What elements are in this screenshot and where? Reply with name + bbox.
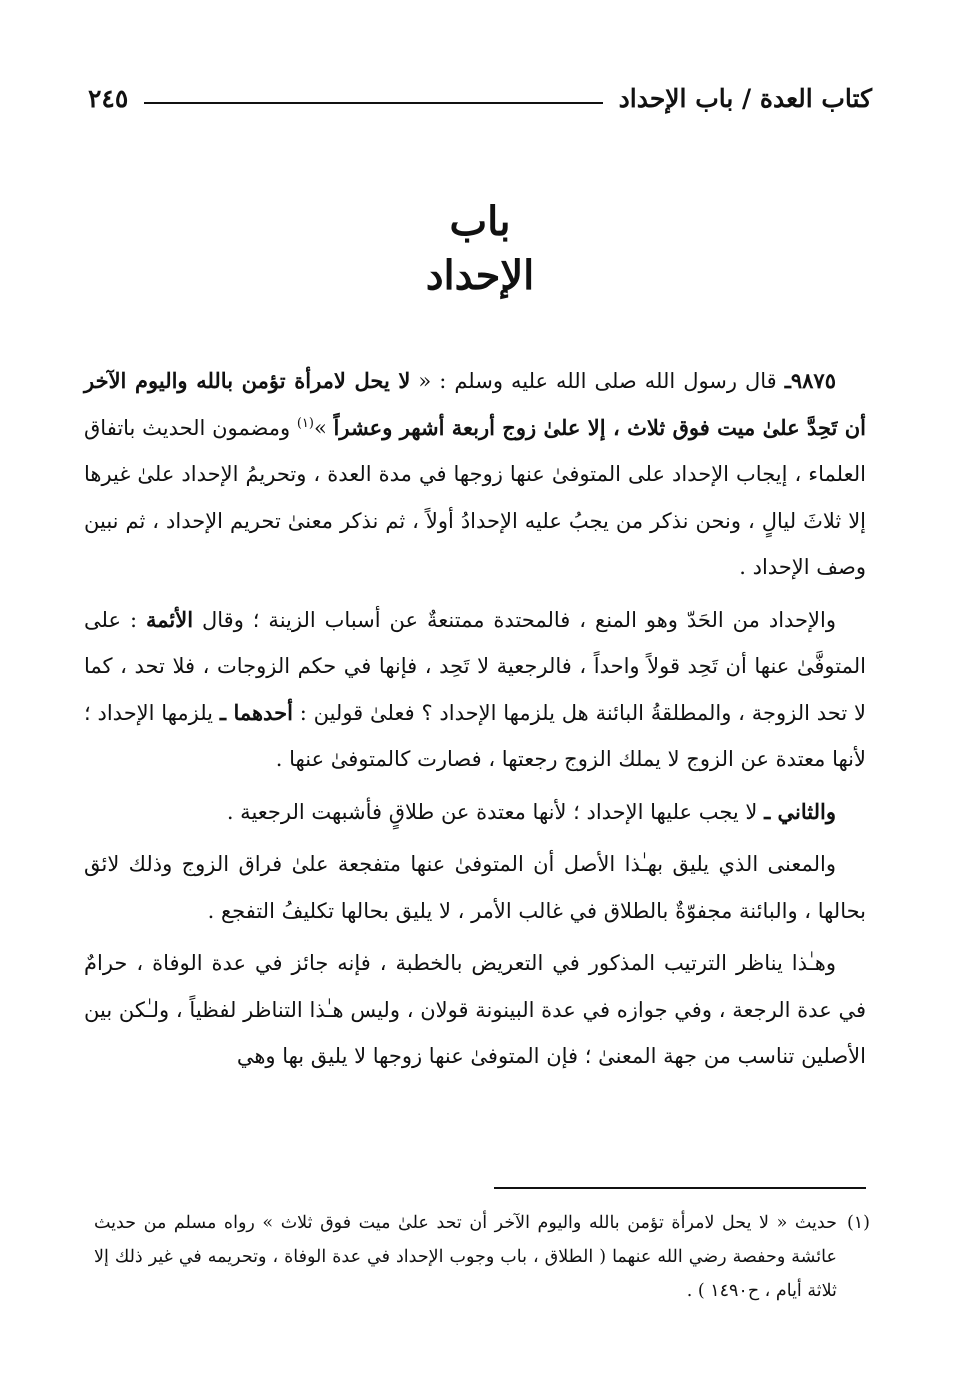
- footnote-marker: (١): [846, 1213, 870, 1233]
- hadith-intro: قال رسول الله صلى الله عليه وسلم : «: [410, 369, 785, 393]
- paragraph-hadith-9875: [84, 358, 866, 591]
- paragraph-ihdad-definition: [84, 597, 866, 783]
- footnote-separator: [494, 1187, 866, 1189]
- bold-term-second-opinion: والثاني ـ: [764, 798, 836, 824]
- hadith-text: لا يحل لامرأة تؤمن بالله واليوم الآخر أن تَحِدَّ علىٰ ميت فوق ثلاث ، إلا علىٰ زوج أربعة أشهر وعشراً: [84, 368, 867, 440]
- paragraph-comparison: وهـٰذا يناظر الترتيب المذكور في التعريض بالخطبة ، فإنه جائز في عدة الوفاة ، حرامٌ في عدة الرجعة ، وفي جوازه في عدة البينونة قولان ، وليس هـٰذا التناظر لفظياً ، ولـٰكن بين الأصلين تناسب من جهة المعنىٰ ؛ فإن المتوفىٰ عنها زوجها لا يليق بها وهي: [84, 951, 866, 1068]
- text-run: : على المتوفَّىٰ عنها أن تَحِد قولاً واحداً ، فالرجعية لا تَحِد ، فإنها في حكم الزوجات ، فلا تحد ، كما لا تحد الزوجة ، والمطلقةُ البائنة هل يلزمها الإحداد ؟ فعلىٰ قولين :: [84, 607, 866, 725]
- footnote-text: حديث « لا يحل لامرأة تؤمن بالله واليوم الآخر أن تحد علىٰ ميت فوق ثلاث » رواه مسلم من حديث عائشة وحفصة رضي الله عنهما ( الطلاق ، باب وجوب الإحداد في عدة الوفاة ، وتحريمه في غير ذلك إلا ثلاثة أيام ، ح١٤٩٠ ) .: [94, 1213, 837, 1301]
- page-header: [88, 78, 872, 118]
- footnote-reference[interactable]: (١): [296, 415, 314, 431]
- footnotes: [94, 1206, 870, 1308]
- paragraph-meaning: والمعنى الذي يليق بهـٰذا الأصل أن المتوفىٰ عنها متفجعة علىٰ فراق الزوج وذلك لائق بحالها ، والبائنة مجفوّةٌ بالطلاق في غالب الأمر ، لا يليق بحالها تكليفُ التفجع .: [84, 852, 866, 923]
- running-title: كتاب العدة / باب الإحداد: [618, 83, 872, 113]
- hadith-close-quote: »: [313, 415, 334, 440]
- chapter-title: [0, 195, 960, 303]
- text-run: يلزمها الإحداد ؛ لأنها معتدة عن الزوج لا يملك الزوج رجعتها ، فصارت كالمتوفىٰ عنها .: [84, 700, 866, 771]
- header-rule: [144, 102, 602, 104]
- text-run: والإحداد من الحَدّ وهو المنع ، فالمحتدة ممتنعةٌ عن أسباب الزينة ؛ وقال: [193, 607, 836, 632]
- footnote-1: [94, 1206, 870, 1308]
- paragraph-second-opinion: [84, 789, 866, 836]
- main-text: [84, 358, 866, 1086]
- bold-term-aimma: الأئمة: [145, 606, 194, 632]
- hadith-number: ٩٨٧٥ـ: [784, 368, 836, 393]
- chapter-title-line-1: باب: [449, 198, 511, 245]
- page-number: ٢٤٥: [88, 83, 129, 113]
- hadith-commentary: ومضمون الحديث باتفاق العلماء ، إيجاب الإحداد على المتوفىٰ عنها زوجها في مدة العدة ، وتحريمُ الإحداد علىٰ غيرها إلا ثلاثَ ليالٍ ، ونحن نذكر من يجبُ عليه الإحدادُ أولاً ، ثم نذكر معنىٰ تحريم الإحداد ، ثم نبين وصف الإحداد .: [84, 415, 866, 579]
- text-run: لا يجب عليها الإحداد ؛ لأنها معتدة عن طلاقٍ فأشبهت الرجعية .: [226, 799, 765, 824]
- bold-term-first-opinion: أحدهما ـ: [219, 699, 293, 725]
- chapter-title-line-2: الإحداد: [425, 252, 535, 299]
